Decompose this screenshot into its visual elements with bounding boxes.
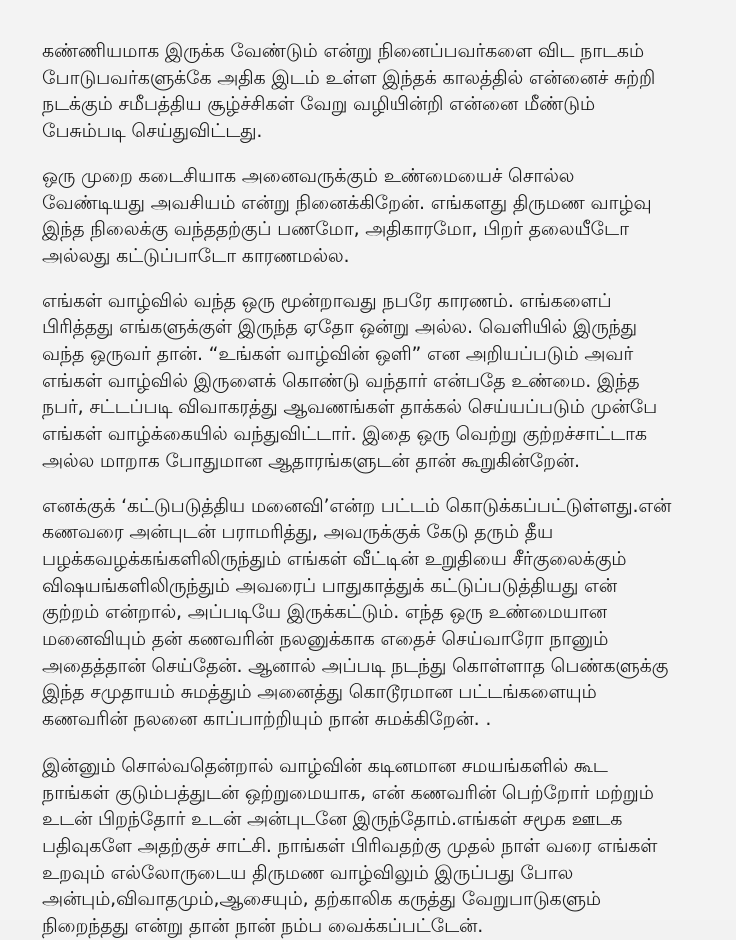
- text-line: ஒரு முறை கடைசியாக அனைவருக்கும் உண்மையைச் சொல்ல: [42, 164, 575, 187]
- text-line: இன்னும் சொல்வதென்றால் வாழ்வின் கடினமான சமயங்களில் கூட: [42, 754, 608, 777]
- text-line: உடன் பிறந்தோர் உடன் அன்புடனே இருந்தோம்.எங்கள் சமூக ஊடக: [42, 808, 623, 831]
- text-line: எனக்குக் ‘கட்டுபடுத்திய மனைவி’என்ற பட்டம் கொடுக்கப்பட்டுள்ளது.என்: [42, 494, 672, 517]
- text-line: கணவரின் நலனை காப்பாற்றியும் நான் சுமக்கிறேன். .: [42, 708, 492, 731]
- text-line: நடக்கும் சமீபத்திய சூழ்ச்சிகள் வேறு வழியின்றி என்னை மீண்டும்: [42, 93, 595, 116]
- text-line: வந்த ஒருவர் தான். “உங்கள் வாழ்வின் ஒளி” என அறியப்படும் அவர்: [42, 343, 634, 366]
- text-line: அன்பும்,விவாதமும்,ஆசையும், தற்காலிக கருத்து வேறுபாடுகளும்: [42, 888, 601, 911]
- paragraph-5: [42, 753, 712, 940]
- text-line: நிறைந்தது என்று தான் நான் நம்ப வைக்கப்பட்டேன்.: [42, 915, 484, 938]
- text-line: நாங்கள் குடும்பத்துடன் ஒற்றுமையாக, என் கணவரின் பெற்றோர் மற்றும்: [42, 781, 654, 804]
- text-line: எங்கள் வாழ்வில் இருளைக் கொண்டு வந்தார் என்பதே உண்மை. இந்த: [42, 369, 640, 392]
- paragraph-3: [42, 288, 712, 475]
- text-line: பழக்கவழக்கங்களிலிருந்தும் எங்கள் வீட்டின் உறுதியை சீர்குலைக்கும்: [42, 547, 627, 570]
- text-line: குற்றம் என்றால், அப்படியே இருக்கட்டும். எந்த ஒரு உண்மையான: [42, 601, 607, 624]
- text-line: போடுபவர்களுக்கே அதிக இடம் உள்ள இந்தக் காலத்தில் என்னைச் சுற்றி: [42, 66, 656, 89]
- text-line: கணவரை அன்புடன் பராமரித்து, அவருக்குக் கேடு தரும் தீய: [42, 521, 554, 544]
- text-line: பிரித்தது எங்களுக்குள் இருந்த ஏதோ ஒன்று அல்ல. வெளியில் இருந்து: [42, 316, 637, 339]
- paragraph-2: [42, 163, 712, 270]
- text-line: பேசும்படி செய்துவிட்டது.: [42, 120, 263, 143]
- text-line: இந்த சமுதாயம் சுமத்தும் அனைத்து கொடூரமான பட்டங்களையும்: [42, 681, 597, 704]
- text-line: நபர், சட்டப்படி விவாகரத்து ஆவணங்கள் தாக்கல் செய்யப்படும் முன்பே: [42, 396, 658, 419]
- text-line: அல்லது கட்டுப்பாடோ காரணமல்ல.: [42, 244, 350, 267]
- text-line: வேண்டியது அவசியம் என்று நினைக்கிறேன். எங்களது திருமண வாழ்வு: [42, 191, 652, 214]
- text-line: கண்ணியமாக இருக்க வேண்டும் என்று நினைப்பவர்களை விட நாடகம்: [42, 40, 644, 62]
- text-line: அல்ல மாறாக போதுமான ஆதாரங்களுடன் தான் கூறுகின்றேன்.: [42, 449, 580, 472]
- text-line: இந்த நிலைக்கு வந்ததற்குப் பணமோ, அதிகாரமோ, பிறர் தலையீடோ: [42, 218, 629, 241]
- text-line: உறவும் எல்லோருடைய திருமண வாழ்விலும் இருப்பது போல: [42, 861, 574, 884]
- text-line: எங்கள் வாழ்வில் வந்த ஒரு மூன்றாவது நபரே காரணம். எங்களைப்: [42, 289, 612, 312]
- text-line: அதைத்தான் செய்தேன். ஆனால் அப்படி நடந்து கொள்ளாத பெண்களுக்கு: [42, 654, 669, 677]
- paragraph-4: [42, 493, 712, 733]
- text-line: எங்கள் வாழ்க்கையில் வந்துவிட்டார். இதை ஒரு வெற்று குற்றச்சாட்டாக: [42, 423, 647, 446]
- text-line: விஷயங்களிலிருந்தும் அவரைப் பாதுகாத்துக் கட்டுப்படுத்தியது என்: [42, 574, 617, 597]
- text-line: மனைவியும் தன் கணவரின் நலனுக்காக எதைச் செய்வாரோ நானும்: [42, 628, 609, 651]
- text-line: பதிவுகளே அதற்குச் சாட்சி. நாங்கள் பிரிவதற்கு முதல் நாள் வரை எங்கள்: [42, 834, 658, 857]
- paragraph-1: [42, 38, 712, 145]
- statement-body: [42, 38, 712, 940]
